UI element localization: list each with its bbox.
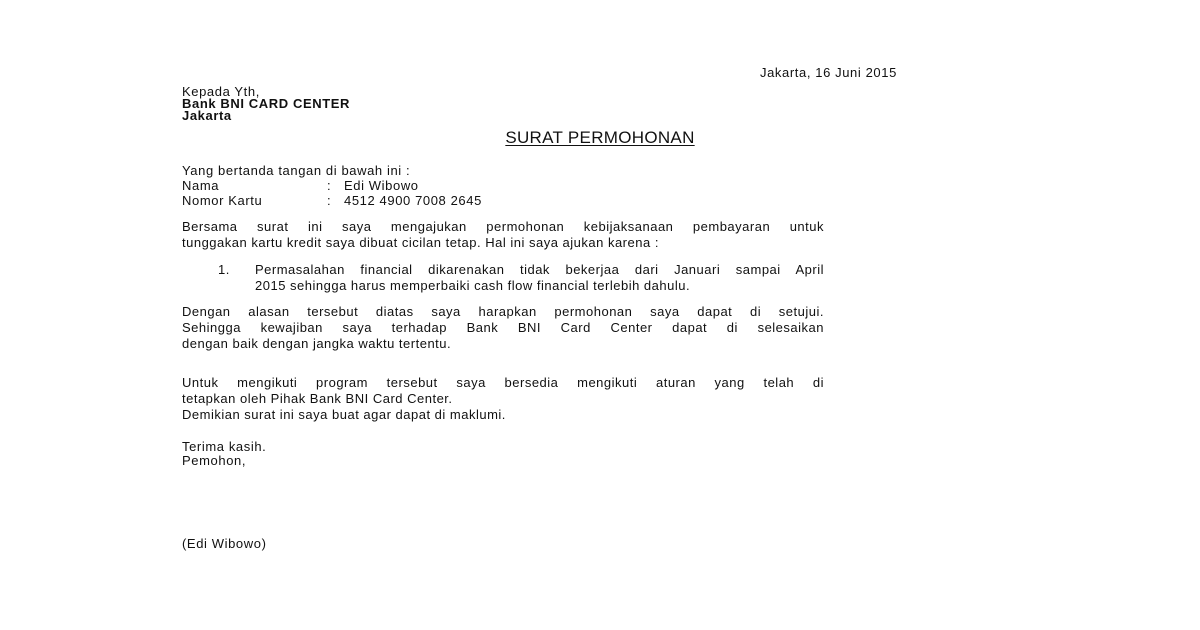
paragraph-reason [182,304,824,352]
reason-line: 2015 sehingga harus memperbaiki cash flow financial terlebih dahulu. [255,278,691,293]
field-separator: : [327,193,332,208]
applicant-label: Pemohon, [182,453,247,468]
paragraph-line: Dengan alasan tersebut diatas saya harapkan permohonan saya dapat di setujui. [182,304,824,319]
field-separator: : [327,178,332,193]
field-value: Edi Wibowo [344,178,419,193]
reason-line: Permasalahan financial dikarenakan tidak bekerjaa dari Januari sampai April [255,262,824,277]
closing-thanks: Terima kasih. [182,439,267,454]
intro-line: Yang bertanda tangan di bawah ini : [182,163,411,178]
paragraph-line: Sehingga kewajiban saya terhadap Bank BNI Card Center dapat di selesaikan [182,320,824,335]
paragraph-agreement [182,375,824,423]
paragraph-request [182,219,824,251]
paragraph-line: tunggakan kartu kredit saya dibuat cicilan tetap. Hal ini saya ajukan karena : [182,235,659,250]
recipient-block [182,86,350,122]
place-date: Jakarta, 16 Juni 2015 [760,65,897,80]
field-label: Nama [182,178,220,193]
field-label: Nomor Kartu [182,193,263,208]
signature-name: (Edi Wibowo) [182,536,267,551]
paragraph-line: dengan baik dengan jangka waktu tertentu. [182,336,452,351]
closing-block [182,440,266,468]
paragraph-line: Untuk mengikuti program tersebut saya bersedia mengikuti aturan yang telah di [182,375,824,390]
field-value: 4512 4900 7008 2645 [344,193,482,208]
recipient-salutation: Kepada Yth, [182,84,260,99]
letter-title [0,128,1200,148]
paragraph-line: Bersama surat ini saya mengajukan permohonan kebijaksanaan pembayaran untuk [182,219,824,234]
letter-title-text: SURAT PERMOHONAN [505,128,695,147]
reason-number: 1. [218,262,230,277]
paragraph-line: Demikian surat ini saya buat agar dapat di maklumi. [182,407,506,422]
paragraph-line: tetapkan oleh Pihak Bank BNI Card Center. [182,391,453,406]
field-row-nomor-kartu [182,193,482,208]
reason-list-item [218,262,824,294]
recipient-name: Bank BNI CARD CENTER [182,96,351,111]
recipient-city: Jakarta [182,108,232,123]
field-row-nama [182,178,419,193]
